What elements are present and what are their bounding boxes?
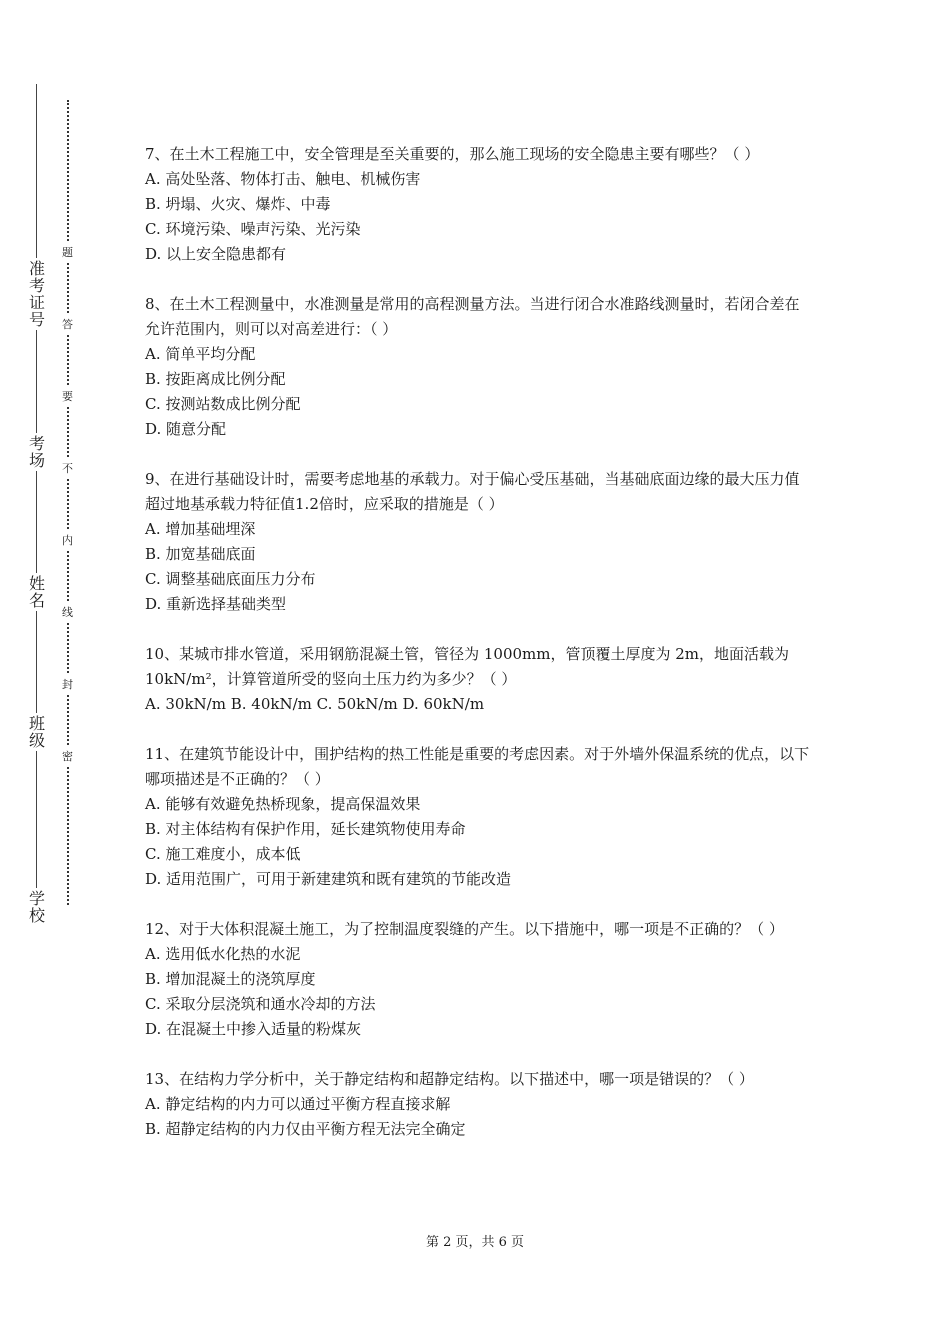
question-text: 13、在结构力学分析中，关于静定结构和超静定结构。以下描述中，哪一项是错误的？（ ） bbox=[145, 1070, 754, 1088]
question-7 bbox=[145, 142, 810, 267]
option-b: B. 按距离成比例分配 bbox=[145, 370, 286, 388]
option-a: A. 能够有效避免热桥现象，提高保温效果 bbox=[145, 795, 421, 813]
option-a: A. 静定结构的内力可以通过平衡方程直接求解 bbox=[145, 1095, 451, 1113]
seal-char: 题 bbox=[60, 243, 75, 263]
question-8 bbox=[145, 292, 810, 442]
binding-solid-line bbox=[36, 84, 37, 920]
option-a: A. 选用低水化热的水泥 bbox=[145, 945, 301, 963]
exam-room-label: 考 场 bbox=[18, 433, 56, 471]
question-text: 8、在土木工程测量中，水准测量是常用的高程测量方法。当进行闭合水准路线测量时，若闭合差在允许范围内，则可以对高差进行：（ ） bbox=[145, 295, 800, 338]
question-12 bbox=[145, 917, 810, 1042]
option-c: C. 按测站数成比例分配 bbox=[145, 395, 301, 413]
question-10 bbox=[145, 642, 810, 717]
seal-char: 不 bbox=[60, 459, 75, 479]
options-inline: A. 30kN/m B. 40kN/m C. 50kN/m D. 60kN/m bbox=[145, 695, 485, 713]
option-c: C. 施工难度小，成本低 bbox=[145, 845, 301, 863]
option-b: B. 坍塌、火灾、爆炸、中毒 bbox=[145, 195, 331, 213]
option-b: B. 超静定结构的内力仅由平衡方程无法完全确定 bbox=[145, 1120, 466, 1138]
school-label: 学 校 bbox=[18, 888, 56, 926]
seal-dotted-line bbox=[67, 100, 69, 905]
seal-char: 线 bbox=[60, 603, 75, 623]
page-number-footer: 第 2 页，共 6 页 bbox=[425, 1235, 525, 1250]
question-text: 11、在建筑节能设计中，围护结构的热工性能是重要的考虑因素。对于外墙外保温系统的优点，以下哪项描述是不正确的？（ ） bbox=[145, 745, 810, 788]
question-list bbox=[145, 142, 810, 1167]
option-d: D. 在混凝土中掺入适量的粉煤灰 bbox=[145, 1020, 362, 1038]
option-b: B. 对主体结构有保护作用，延长建筑物使用寿命 bbox=[145, 820, 466, 838]
name-label: 姓 名 bbox=[18, 573, 56, 611]
binding-margin bbox=[0, 0, 110, 1344]
seal-char: 要 bbox=[60, 387, 75, 407]
option-c: C. 调整基础底面压力分布 bbox=[145, 570, 316, 588]
question-text: 7、在土木工程施工中，安全管理是至关重要的，那么施工现场的安全隐患主要有哪些？（ ） bbox=[145, 145, 760, 163]
seal-char: 答 bbox=[60, 315, 75, 335]
seal-char: 密 bbox=[60, 747, 75, 767]
question-text: 12、对于大体积混凝土施工，为了控制温度裂缝的产生。以下措施中，哪一项是不正确的？（ ） bbox=[145, 920, 784, 938]
question-text: 10、某城市排水管道，采用钢筋混凝土管，管径为 1000mm，管顶覆土厚度为 2m，地面活载为 10kN/m²，计算管道所受的竖向土压力约为多少？（ ） bbox=[145, 645, 790, 688]
option-d: D. 以上安全隐患都有 bbox=[145, 245, 287, 263]
option-c: C. 采取分层浇筑和通水冷却的方法 bbox=[145, 995, 376, 1013]
option-a: A. 简单平均分配 bbox=[145, 345, 256, 363]
option-c: C. 环境污染、噪声污染、光污染 bbox=[145, 220, 361, 238]
option-a: A. 增加基础埋深 bbox=[145, 520, 256, 538]
option-d: D. 适用范围广，可用于新建建筑和既有建筑的节能改造 bbox=[145, 870, 512, 888]
question-text: 9、在进行基础设计时，需要考虑地基的承载力。对于偏心受压基础，当基础底面边缘的最大压力值超过地基承载力特征值1.2倍时，应采取的措施是（ ） bbox=[145, 470, 800, 513]
option-b: B. 增加混凝土的浇筑厚度 bbox=[145, 970, 316, 988]
class-label: 班 级 bbox=[18, 713, 56, 751]
option-a: A. 高处坠落、物体打击、触电、机械伤害 bbox=[145, 170, 421, 188]
seal-char: 封 bbox=[60, 675, 75, 695]
question-13 bbox=[145, 1067, 810, 1142]
option-d: D. 重新选择基础类型 bbox=[145, 595, 287, 613]
question-11 bbox=[145, 742, 810, 892]
seal-char: 内 bbox=[60, 531, 75, 551]
exam-number-label: 准 考 证 号 bbox=[18, 258, 56, 330]
option-d: D. 随意分配 bbox=[145, 420, 227, 438]
option-b: B. 加宽基础底面 bbox=[145, 545, 256, 563]
question-9 bbox=[145, 467, 810, 617]
